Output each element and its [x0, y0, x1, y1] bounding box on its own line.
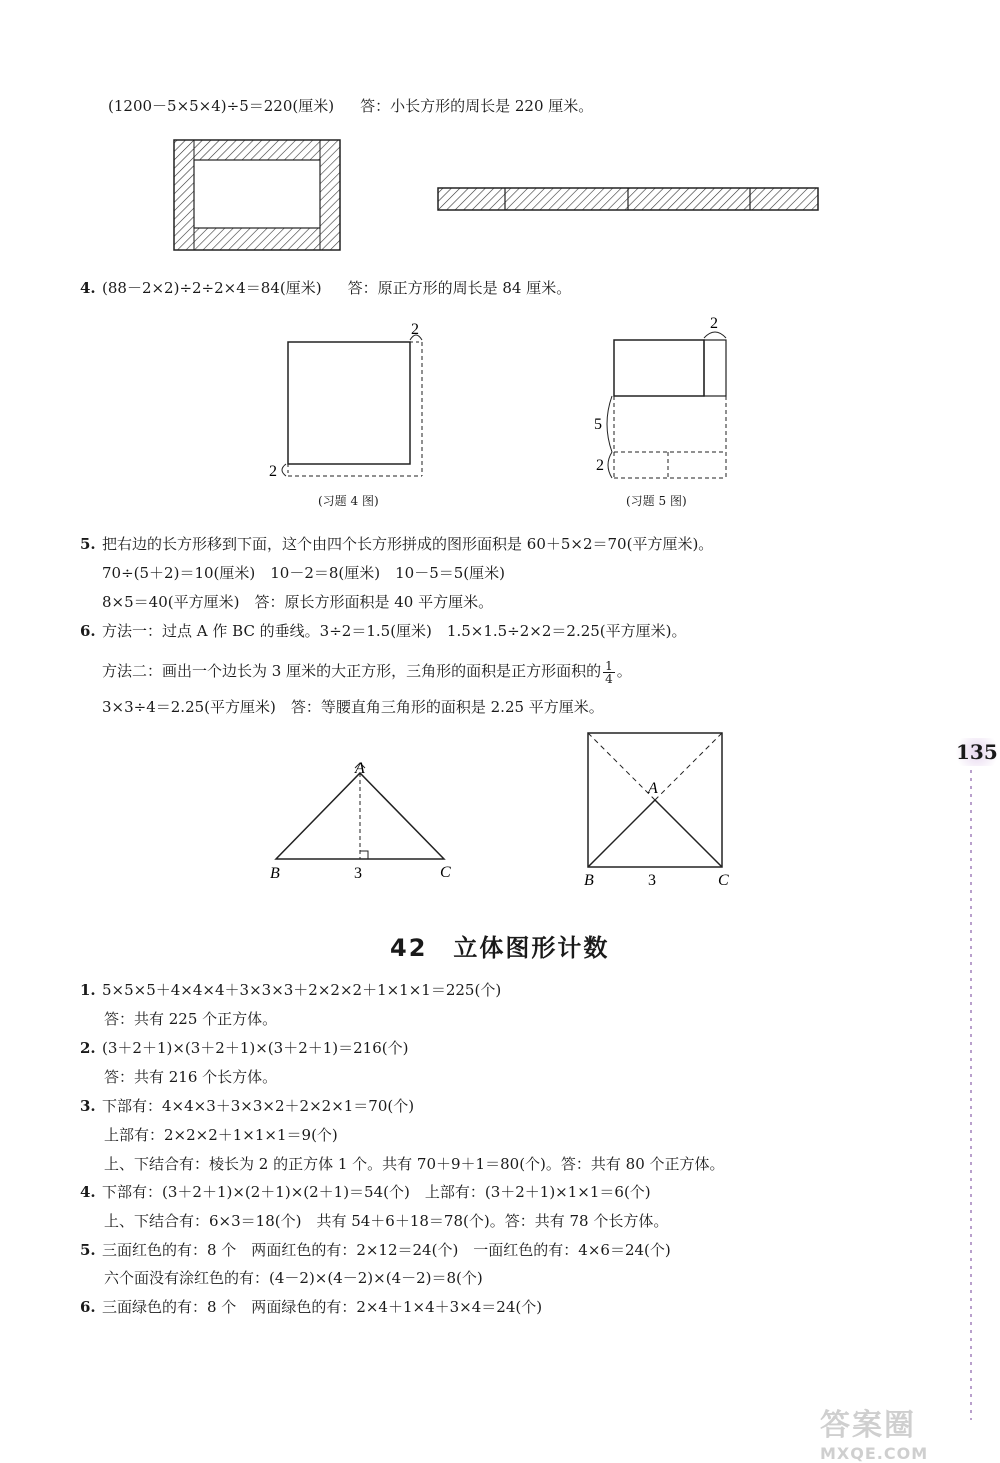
section-problem-2-answer: 答：共有 216 个长方体。 — [104, 1068, 278, 1086]
section-problem-6 — [80, 1297, 542, 1317]
answer: 答：小长方形的周长是 220 厘米。 — [360, 97, 594, 115]
label-B: B — [584, 872, 594, 889]
problem-4 — [80, 278, 571, 298]
equation: (88－2×2)÷2÷2×4＝84(厘米) — [102, 279, 322, 297]
equation: 5×5×5＋4×4×4＋3×3×3＋2×2×2＋1×1×1＝225(个) — [102, 981, 502, 999]
exercise-4-5-figures — [0, 312, 1000, 492]
fraction — [603, 660, 615, 685]
section-problem-5-line-2: 六个面没有涂红色的有：(4－2)×(4－2)×(4－2)＝8(个) — [104, 1269, 483, 1287]
equation: (3＋2＋1)×(3＋2＋1)×(3＋2＋1)＝216(个) — [102, 1039, 409, 1057]
margin-dotted-line — [970, 770, 972, 1420]
problem-5-line-2: 70÷(5＋2)＝10(厘米) 10－2＝8(厘米) 10－5＝5(厘米) — [102, 564, 505, 582]
label-5: 5 — [594, 416, 602, 433]
label-2: 2 — [710, 315, 718, 332]
label-2: 2 — [269, 463, 277, 480]
problem-number: 6. — [80, 622, 96, 640]
problem-6-line-2 — [102, 656, 632, 686]
text: 三面绿色的有：8 个 两面绿色的有：2×4＋1×4＋3×4＝24(个) — [102, 1298, 543, 1316]
equation: (1200－5×5×4)÷5＝220(厘米) — [108, 97, 335, 115]
label-B: B — [270, 865, 280, 882]
equation: 下部有：(3＋2＋1)×(2＋1)×(2＋1)＝54(个) 上部有：(3＋2＋1)×1×1＝6(个) — [102, 1183, 651, 1201]
answer-line-3 — [108, 96, 593, 116]
watermark-text: 答案圈 — [820, 1408, 916, 1443]
problem-number: 6. — [80, 1298, 96, 1316]
figure-5-caption: (习题 5 图) — [626, 494, 687, 508]
problem-number: 2. — [80, 1039, 96, 1057]
triangle-figure-2 — [584, 733, 729, 889]
label-2: 2 — [596, 457, 604, 474]
problem-6-line-3: 3×3÷4＝2.25(平方厘米) 答：等腰直角三角形的面积是 2.25 平方厘米。 — [102, 698, 604, 716]
label-3: 3 — [648, 872, 656, 889]
text: 三面红色的有：8 个 两面红色的有：2×12＝24(个) 一面红色的有：4×6＝24(个) — [102, 1241, 671, 1259]
section-problem-3 — [80, 1096, 414, 1116]
problem-number: 5. — [80, 535, 96, 553]
problem-5-line-3: 8×5＝40(平方厘米) 答：原长方形面积是 40 平方厘米。 — [102, 593, 494, 611]
section-problem-3-line-2: 上部有：2×2×2＋1×1×1＝9(个) — [104, 1126, 338, 1144]
figure-4-caption: (习题 4 图) — [318, 494, 379, 508]
label-C: C — [718, 872, 729, 889]
equation: 下部有：4×4×3＋3×3×2＋2×2×1＝70(个) — [102, 1097, 415, 1115]
denominator: 4 — [605, 671, 613, 686]
section-problem-2 — [80, 1038, 408, 1058]
section-problem-3-line-3: 上、下结合有：棱长为 2 的正方体 1 个。共有 70＋9＋1＝80(个)。答：共有 80 个正方体。 — [104, 1155, 725, 1173]
label-2: 2 — [411, 321, 419, 338]
section-problem-4-line-2: 上、下结合有：6×3＝18(个) 共有 54＋6＋18＝78(个)。答：共有 78 个长方体。 — [104, 1212, 669, 1230]
answer: 答：原正方形的周长是 84 厘米。 — [347, 279, 572, 297]
label-C: C — [440, 864, 451, 881]
section-title: 42 立体图形计数 — [390, 934, 610, 962]
frame-strip-figure — [0, 130, 1000, 260]
figure-4 — [269, 321, 422, 480]
section-problem-4 — [80, 1182, 651, 1202]
section-problem-1-answer: 答：共有 225 个正方体。 — [104, 1010, 278, 1028]
hatched-frame — [174, 140, 340, 250]
section-problem-1 — [80, 980, 501, 1000]
numerator: 1 — [605, 658, 613, 673]
figure-5 — [594, 315, 726, 478]
problem-6 — [80, 621, 687, 641]
page-number: 135 — [952, 738, 1000, 766]
watermark — [820, 1400, 990, 1463]
section-problem-5 — [80, 1240, 671, 1260]
label-A: A — [355, 760, 365, 777]
label-3: 3 — [354, 865, 362, 882]
problem-number: 5. — [80, 1241, 96, 1259]
hatched-strip — [438, 188, 818, 210]
watermark-url: MXQE.COM — [820, 1444, 929, 1463]
problem-number: 1. — [80, 981, 96, 999]
problem-number: 4. — [80, 279, 96, 297]
text: 。 — [616, 662, 632, 680]
text: 方法一：过点 A 作 BC 的垂线。3÷2＝1.5(厘米) 1.5×1.5÷2×2＝2.25(平方厘米)。 — [102, 622, 687, 640]
text: 方法二：画出一个边长为 3 厘米的大正方形，三角形的面积是正方形面积的 — [102, 662, 602, 680]
triangle-figures — [0, 725, 1000, 895]
text: 把右边的长方形移到下面，这个由四个长方形拼成的图形面积是 60＋5×2＝70(平方厘米)。 — [102, 535, 714, 553]
problem-5 — [80, 534, 713, 554]
label-A: A — [648, 780, 658, 797]
problem-number: 4. — [80, 1183, 96, 1201]
triangle-figure-1 — [270, 760, 451, 882]
problem-number: 3. — [80, 1097, 96, 1115]
